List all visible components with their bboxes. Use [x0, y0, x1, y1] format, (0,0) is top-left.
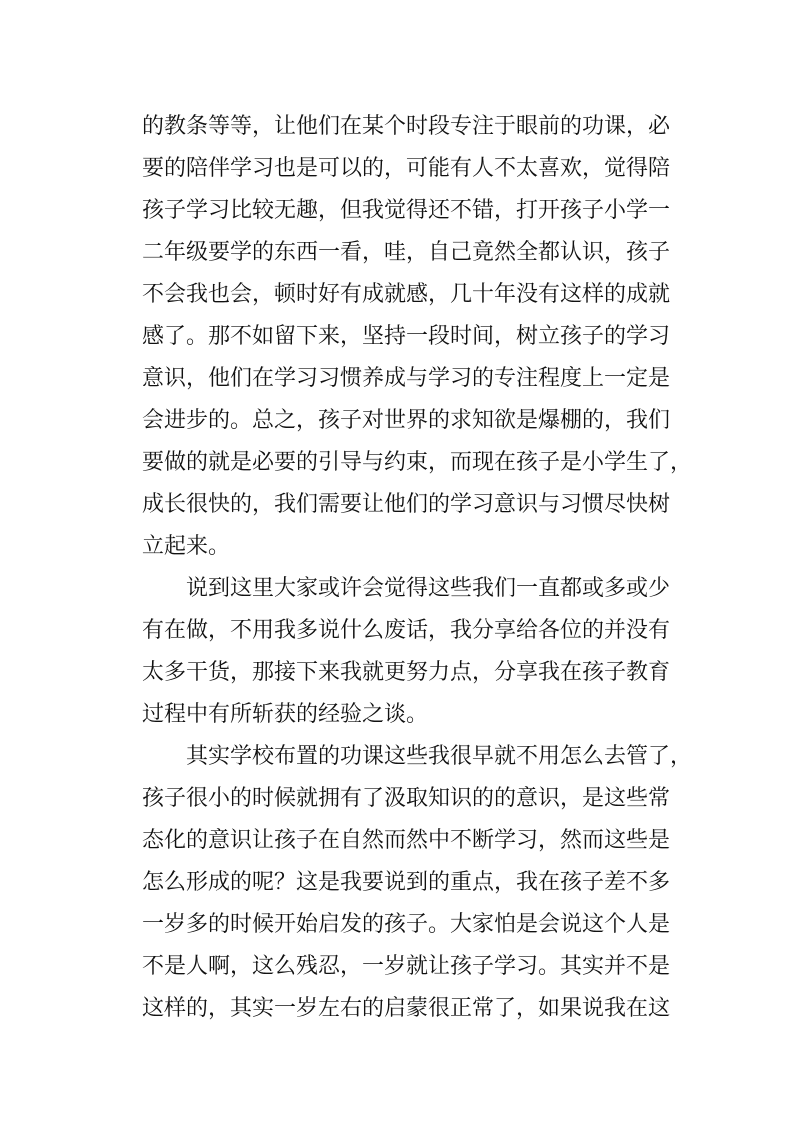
text-line: 成长很快的，我们需要让他们的学习意识与习惯尽快树 — [142, 492, 671, 517]
text-line: 要的陪伴学习也是可以的，可能有人不太喜欢，觉得陪 — [142, 156, 671, 181]
text-line: 孩子很小的时候就拥有了汲取知识的的意识，是这些常 — [142, 786, 671, 811]
text-line: 一岁多的时候开始启发的孩子。大家怕是会说这个人是 — [142, 912, 671, 937]
text-line: 这样的，其实一岁左右的启蒙很正常了，如果说我在这 — [142, 996, 671, 1021]
text-line: 意识，他们在学习习惯养成与学习的专注程度上一定是 — [142, 366, 671, 391]
text-line: 过程中有所斩获的经验之谈。 — [142, 702, 429, 727]
text-line: 二年级要学的东西一看，哇，自己竟然全都认识，孩子 — [142, 240, 671, 265]
text-line: 立起来。 — [142, 534, 231, 559]
text-line: 怎么形成的呢？这是我要说到的重点，我在孩子差不多 — [142, 870, 671, 895]
text-line: 其实学校布置的功课这些我很早就不用怎么去管了， — [186, 744, 693, 769]
text-line: 有在做，不用我多说什么废话，我分享给各位的并没有 — [142, 618, 671, 643]
text-line: 不会我也会，顿时好有成就感，几十年没有这样的成就 — [142, 282, 671, 307]
text-line: 说到这里大家或许会觉得这些我们一直都或多或少 — [186, 576, 671, 601]
text-line: 孩子学习比较无趣，但我觉得还不错，打开孩子小学一 — [142, 198, 671, 223]
text-line: 要做的就是必要的引导与约束，而现在孩子是小学生了， — [142, 450, 693, 475]
text-line: 感了。那不如留下来，坚持一段时间，树立孩子的学习 — [142, 324, 671, 349]
text-line: 会进步的。总之，孩子对世界的求知欲是爆棚的，我们 — [142, 408, 671, 433]
text-line: 不是人啊，这么残忍，一岁就让孩子学习。其实并不是 — [142, 954, 671, 979]
text-line: 态化的意识让孩子在自然而然中不断学习，然而这些是 — [142, 828, 671, 853]
text-line: 的教条等等，让他们在某个时段专注于眼前的功课，必 — [142, 114, 671, 139]
text-line: 太多干货，那接下来我就更努力点，分享我在孩子教育 — [142, 660, 671, 685]
